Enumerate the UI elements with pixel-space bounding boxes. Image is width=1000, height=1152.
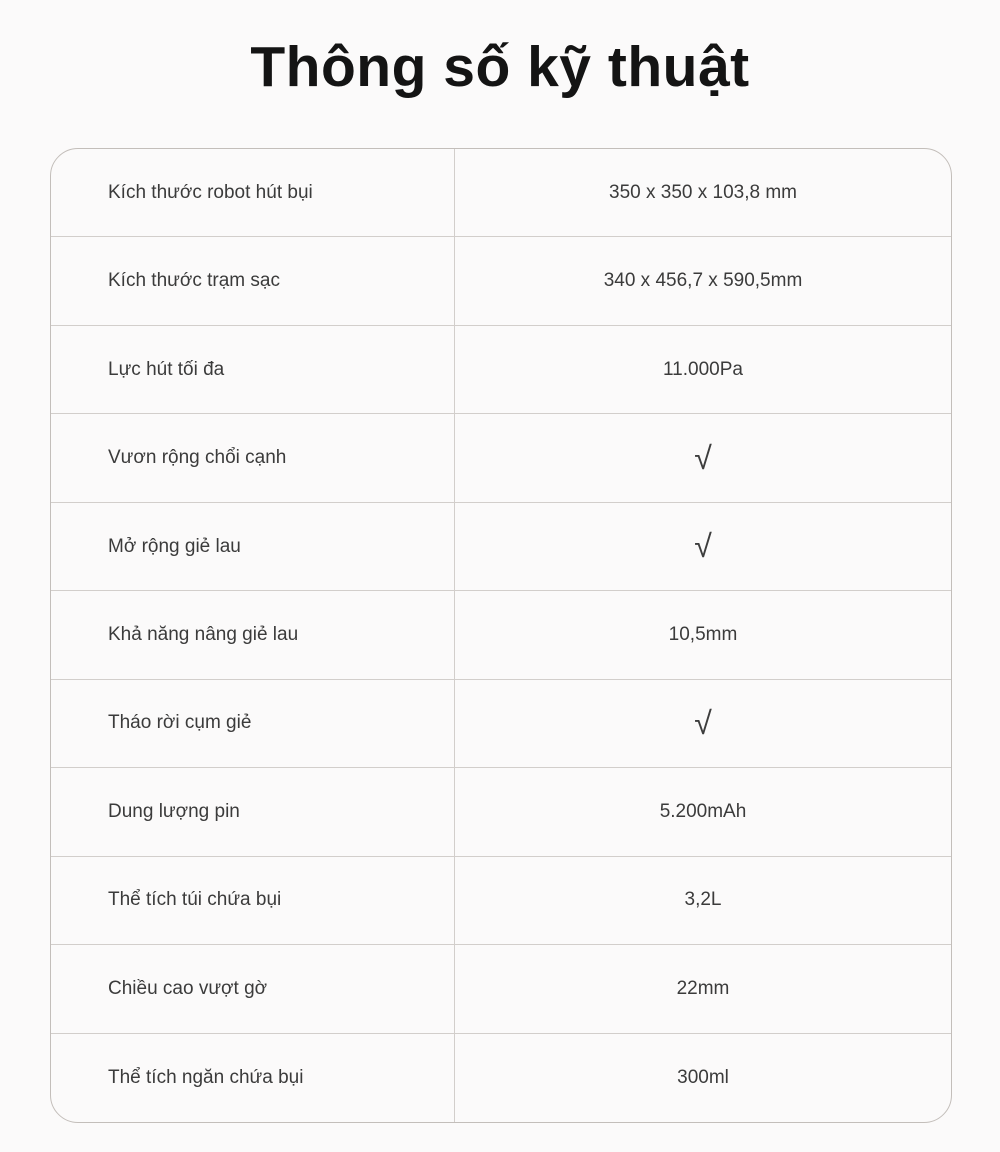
spec-label: Kích thước trạm sạc	[51, 237, 455, 324]
spec-value: 5.200mAh	[659, 800, 747, 822]
check-icon: √	[694, 704, 712, 741]
spec-row	[51, 768, 951, 856]
spec-row	[51, 680, 951, 768]
spec-label: Thể tích ngăn chứa bụi	[51, 1034, 455, 1122]
spec-label: Lực hút tối đa	[51, 326, 455, 413]
spec-row	[51, 591, 951, 679]
spec-value: 10,5mm	[668, 623, 738, 645]
spec-label: Vươn rộng chổi cạnh	[51, 414, 455, 501]
spec-label: Khả năng nâng giẻ lau	[51, 591, 455, 678]
spec-label: Mở rộng giẻ lau	[51, 503, 455, 590]
spec-row	[51, 503, 951, 591]
spec-label: Thể tích túi chứa bụi	[51, 857, 455, 944]
spec-value: 350 x 350 x 103,8 mm	[609, 181, 797, 203]
page-title: Thông số kỹ thuật	[250, 35, 750, 99]
spec-value: 11.000Pa	[663, 358, 743, 380]
spec-row	[51, 326, 951, 414]
spec-label: Chiều cao vượt gờ	[51, 945, 455, 1032]
spec-row	[51, 414, 951, 502]
spec-table	[50, 148, 952, 1123]
spec-label: Dung lượng pin	[51, 768, 455, 855]
spec-row	[51, 1034, 951, 1122]
spec-row	[51, 149, 951, 237]
spec-row	[51, 237, 951, 325]
spec-value: 22mm	[676, 977, 730, 999]
check-icon: √	[694, 528, 712, 565]
spec-label: Kích thước robot hút bụi	[51, 149, 455, 236]
spec-label: Tháo rời cụm giẻ	[51, 680, 455, 767]
check-icon: √	[694, 439, 712, 476]
spec-value: 340 x 456,7 x 590,5mm	[603, 270, 803, 292]
spec-value: 3,2L	[684, 889, 722, 911]
spec-row	[51, 857, 951, 945]
spec-value: 300ml	[677, 1066, 729, 1088]
spec-row	[51, 945, 951, 1033]
